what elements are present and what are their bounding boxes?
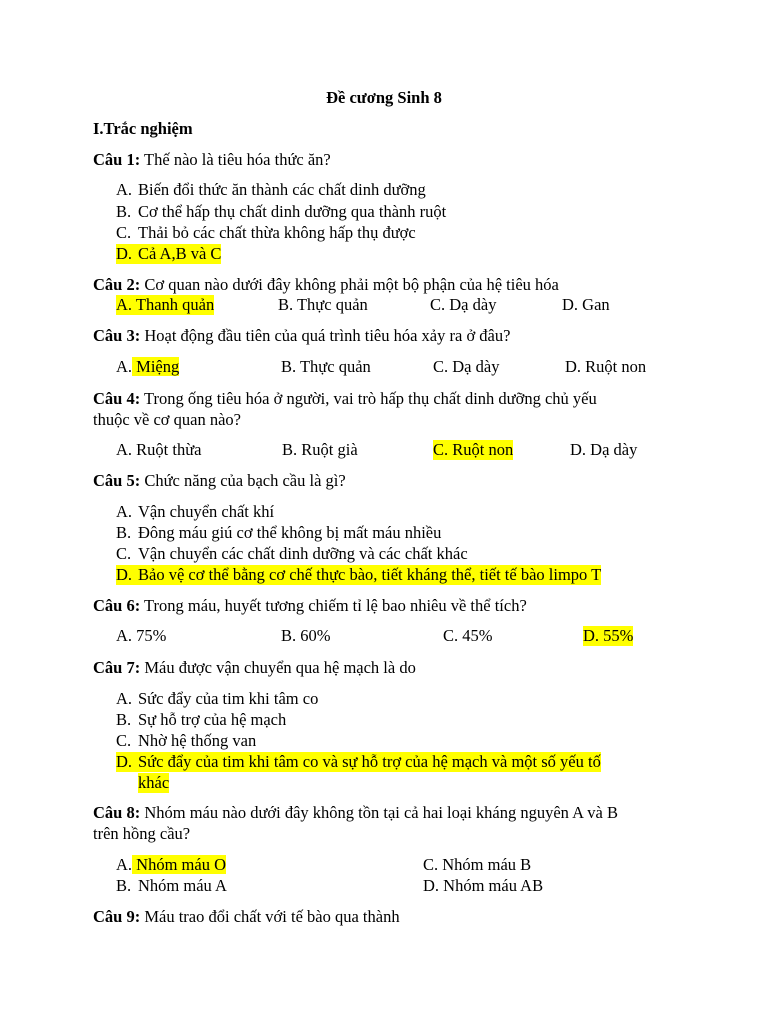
option-text: Nhóm máu A: [138, 876, 227, 895]
q5-option-a: [116, 502, 274, 522]
option-text: 45%: [462, 626, 493, 645]
q7-option-b: [116, 710, 286, 730]
option-text: Cơ thể hấp thụ chất dinh dưỡng qua thành ruột: [138, 202, 447, 221]
option-text: 75%: [136, 626, 167, 645]
option-label: B.: [281, 357, 297, 376]
option-label: D.: [562, 295, 579, 314]
question-text: Thế nào là tiêu hóa thức ăn?: [144, 150, 331, 169]
q5-option-c: [116, 544, 468, 564]
option-text: Sự hỗ trợ của hệ mạch: [138, 710, 287, 729]
question-text: Nhóm máu nào dưới đây không tồn tại cả hai loại kháng nguyên A và B: [144, 803, 618, 822]
option-text-answer: Miệng: [132, 357, 179, 376]
option-text: Vận chuyển chất khí: [138, 502, 275, 521]
question-3: [93, 326, 510, 346]
option-text: Sức đẩy của tim khi tâm co: [138, 689, 319, 708]
q4-option-d: [570, 440, 637, 460]
q6-option-a: [116, 626, 166, 646]
question-2: [93, 275, 559, 295]
option-label: B.: [116, 523, 132, 542]
question-6: [93, 596, 527, 616]
question-text: Máu được vận chuyển qua hệ mạch là do: [144, 658, 416, 677]
option-text: Cả A,B và C: [138, 244, 222, 263]
option-label: A.: [116, 689, 133, 708]
q3-option-a: [116, 357, 179, 377]
q2-option-a-answer: [116, 295, 214, 315]
option-label: C.: [433, 357, 449, 376]
q1-option-a: [116, 180, 426, 200]
q2-option-b: [278, 295, 368, 315]
option-label: A.: [116, 180, 133, 199]
option-text: Nhờ hệ thống van: [138, 731, 257, 750]
option-label: C.: [443, 626, 459, 645]
question-label: Câu 2:: [93, 275, 141, 294]
question-label: Câu 1:: [93, 150, 141, 169]
option-text: Bảo vệ cơ thể bằng cơ chế thực bào, tiết kháng thể, tiết tế bào limpo T: [138, 565, 602, 584]
question-7: [93, 658, 416, 678]
option-text: Vận chuyển các chất dinh dưỡng và các chất khác: [138, 544, 468, 563]
q5-option-b: [116, 523, 441, 543]
q3-option-b: [281, 357, 371, 377]
question-8-continued: trên hồng cầu?: [93, 824, 191, 843]
option-text: Nhóm máu B: [442, 855, 532, 874]
q3-option-d: [565, 357, 646, 377]
option-text: Dạ dày: [449, 295, 497, 314]
q8-option-d: [423, 876, 543, 896]
question-text: Hoạt động đầu tiên của quá trình tiêu hóa xảy ra ở đâu?: [144, 326, 511, 345]
section-heading: I.Trắc nghiệm: [93, 119, 193, 138]
option-text: Thải bỏ các chất thừa không hấp thụ được: [138, 223, 416, 242]
option-text: Ruột già: [301, 440, 358, 459]
q7-option-d-answer: [116, 752, 601, 772]
option-label: C.: [116, 544, 132, 563]
option-text: Đông máu giú cơ thể không bị mất máu nhiều: [138, 523, 442, 542]
question-label: Câu 3:: [93, 326, 141, 345]
question-text: Cơ quan nào dưới đây không phải một bộ phận của hệ tiêu hóa: [144, 275, 559, 294]
question-text: Máu trao đổi chất với tế bào qua thành: [144, 907, 400, 926]
option-label: D.: [116, 244, 133, 263]
option-label: B.: [116, 876, 132, 895]
question-4-continued: thuộc về cơ quan nào?: [93, 410, 242, 429]
option-label: A.: [116, 357, 133, 376]
option-text: Dạ dày: [452, 357, 500, 376]
option-text: Thực quản: [299, 357, 371, 376]
option-label: A.: [116, 502, 133, 521]
option-label: B.: [278, 295, 294, 314]
question-1: [93, 150, 331, 170]
option-label: C.: [116, 223, 132, 242]
option-label: A.: [116, 440, 133, 459]
q8-option-a: [116, 855, 226, 875]
document-title: Đề cương Sinh 8: [326, 88, 442, 107]
option-label: A.: [116, 626, 133, 645]
option-text: Biến đổi thức ăn thành các chất dinh dưỡng: [138, 180, 426, 199]
option-text: Thực quản: [296, 295, 368, 314]
question-label: Câu 7:: [93, 658, 141, 677]
q4-option-c-answer: [433, 440, 513, 460]
q3-option-c: [433, 357, 499, 377]
question-text: Trong ống tiêu hóa ở người, vai trò hấp thụ chất dinh dưỡng chủ yếu: [144, 389, 597, 408]
option-label: D.: [570, 440, 587, 459]
option-text: Ruột non: [452, 440, 514, 459]
option-text: Ruột non: [585, 357, 647, 376]
option-text: Nhóm máu AB: [443, 876, 544, 895]
q1-option-c: [116, 223, 416, 243]
q7-option-a: [116, 689, 318, 709]
option-label: A.: [116, 295, 133, 314]
question-label: Câu 4:: [93, 389, 141, 408]
option-label: D.: [116, 752, 133, 771]
option-label: B.: [281, 626, 297, 645]
q4-option-b: [282, 440, 358, 460]
option-text: Sức đẩy của tim khi tâm co và sự hỗ trợ của hệ mạch và một số yếu tố: [138, 752, 601, 771]
option-text-answer: Nhóm máu O: [132, 855, 226, 874]
option-label: B.: [116, 202, 132, 221]
question-label: Câu 8:: [93, 803, 141, 822]
option-label: C.: [423, 855, 439, 874]
option-label: A.: [116, 855, 133, 874]
question-8: [93, 803, 618, 823]
q5-option-d-answer: [116, 565, 601, 585]
question-text: Trong máu, huyết tương chiếm tỉ lệ bao nhiêu về thể tích?: [144, 596, 527, 615]
option-label: C.: [116, 731, 132, 750]
option-label: C.: [433, 440, 449, 459]
option-label: D.: [583, 626, 600, 645]
q6-option-b: [281, 626, 331, 646]
option-label: D.: [423, 876, 440, 895]
question-label: Câu 6:: [93, 596, 141, 615]
option-text: Thanh quản: [135, 295, 215, 314]
question-9: [93, 907, 400, 927]
q8-option-c: [423, 855, 531, 875]
q2-option-d: [562, 295, 610, 315]
q6-option-d-answer: [583, 626, 633, 646]
option-label: B.: [116, 710, 132, 729]
option-label: D.: [565, 357, 582, 376]
q4-option-a: [116, 440, 202, 460]
question-text: Chức năng của bạch cầu là gì?: [144, 471, 346, 490]
q2-option-c: [430, 295, 496, 315]
question-label: Câu 5:: [93, 471, 141, 490]
option-label: B.: [282, 440, 298, 459]
option-text: 60%: [300, 626, 331, 645]
question-label: Câu 9:: [93, 907, 141, 926]
q7-option-c: [116, 731, 256, 751]
option-text: Gan: [582, 295, 610, 314]
option-text: Dạ dày: [590, 440, 638, 459]
option-text: 55%: [603, 626, 634, 645]
option-text: Ruột thừa: [136, 440, 202, 459]
question-5: [93, 471, 346, 491]
q7-option-d-continued: khác: [138, 773, 170, 792]
q8-option-b: [116, 876, 227, 896]
option-label: C.: [430, 295, 446, 314]
q1-option-d-answer: [116, 244, 221, 264]
option-label: D.: [116, 565, 133, 584]
q1-option-b: [116, 202, 446, 222]
question-4: [93, 389, 597, 409]
q6-option-c: [443, 626, 493, 646]
